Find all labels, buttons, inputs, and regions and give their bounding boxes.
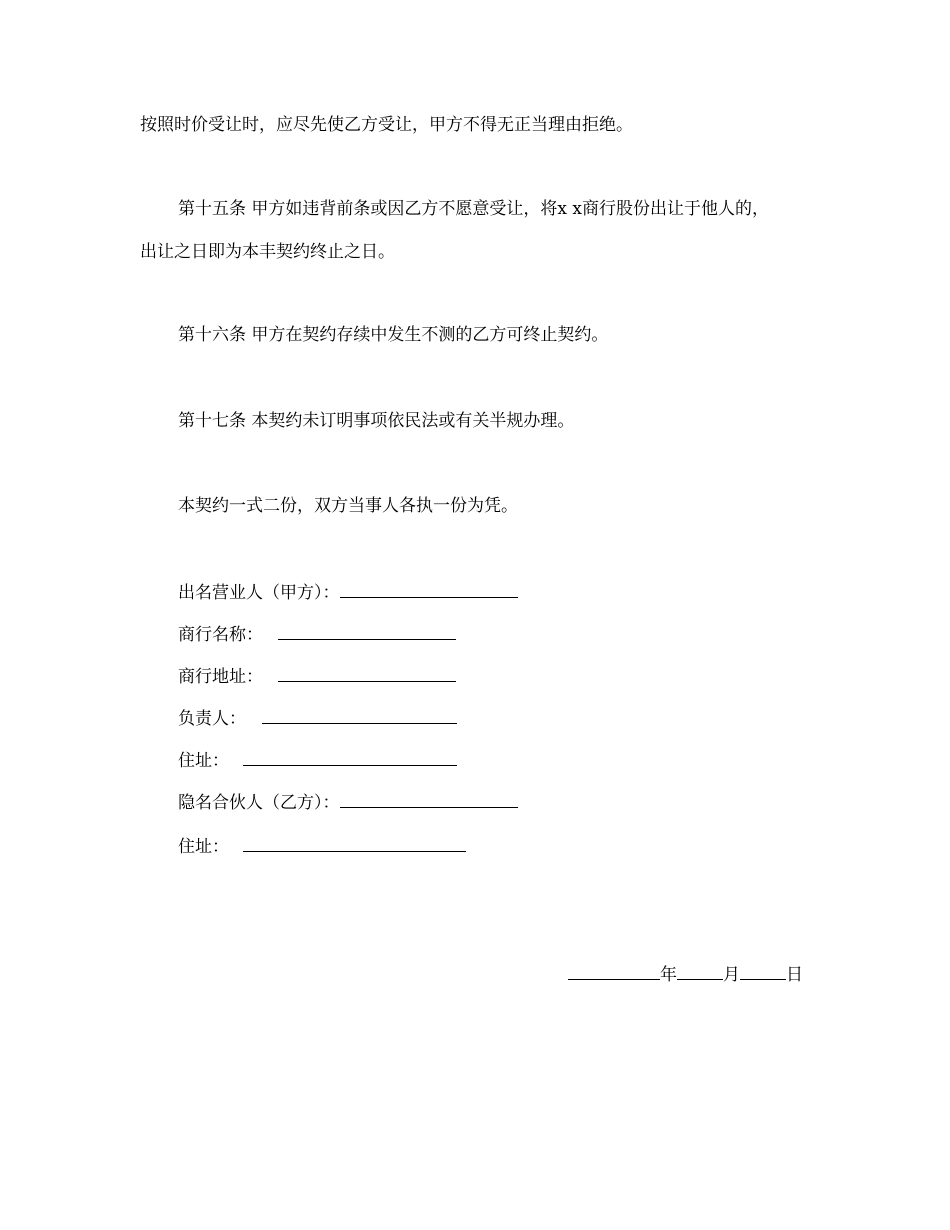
article-15-line-1: 第十五条 甲方如违背前条或因乙方不愿意受让，将x x商行股份出让于他人的， bbox=[178, 199, 769, 219]
signature-field-firm-name bbox=[178, 624, 456, 646]
year-blank bbox=[568, 965, 660, 980]
month-blank bbox=[677, 965, 723, 980]
field-label: 出名营业人（甲方）： bbox=[178, 583, 340, 603]
blank-line bbox=[278, 667, 456, 682]
paragraph-continuation: 按照时价受让时，应尽先使乙方受让，甲方不得无正当理由拒绝。 bbox=[140, 115, 633, 135]
year-label: 年 bbox=[660, 965, 677, 985]
field-label: 住址： bbox=[178, 837, 229, 857]
date-line bbox=[568, 964, 803, 986]
blank-line bbox=[262, 709, 457, 724]
field-label: 住址： bbox=[178, 751, 229, 771]
copies-statement: 本契约一式二份，双方当事人各执一份为凭。 bbox=[178, 496, 518, 516]
signature-field-responsible-person bbox=[178, 708, 457, 730]
signature-field-firm-address bbox=[178, 666, 456, 688]
signature-field-address-b bbox=[178, 836, 466, 858]
article-15-line-2: 出让之日即为本丰契约终止之日。 bbox=[140, 242, 395, 262]
month-label: 月 bbox=[723, 965, 740, 985]
day-label: 日 bbox=[786, 965, 803, 985]
field-label: 商行地址： bbox=[178, 667, 263, 687]
blank-line bbox=[243, 837, 466, 852]
blank-line bbox=[340, 793, 518, 808]
field-label: 商行名称： bbox=[178, 625, 263, 645]
blank-line bbox=[278, 625, 456, 640]
signature-field-address-a bbox=[178, 750, 457, 772]
blank-line bbox=[243, 751, 457, 766]
signature-field-nominal-partner bbox=[178, 582, 518, 604]
article-17: 第十七条 本契约未订明事项依民法或有关半规办理。 bbox=[178, 411, 575, 431]
article-16: 第十六条 甲方在契约存续中发生不测的乙方可终止契约。 bbox=[178, 325, 609, 345]
day-blank bbox=[740, 965, 786, 980]
blank-line bbox=[340, 583, 518, 598]
signature-field-silent-partner bbox=[178, 792, 518, 814]
field-label: 隐名合伙人（乙方）： bbox=[178, 793, 340, 813]
field-label: 负责人： bbox=[178, 709, 246, 729]
